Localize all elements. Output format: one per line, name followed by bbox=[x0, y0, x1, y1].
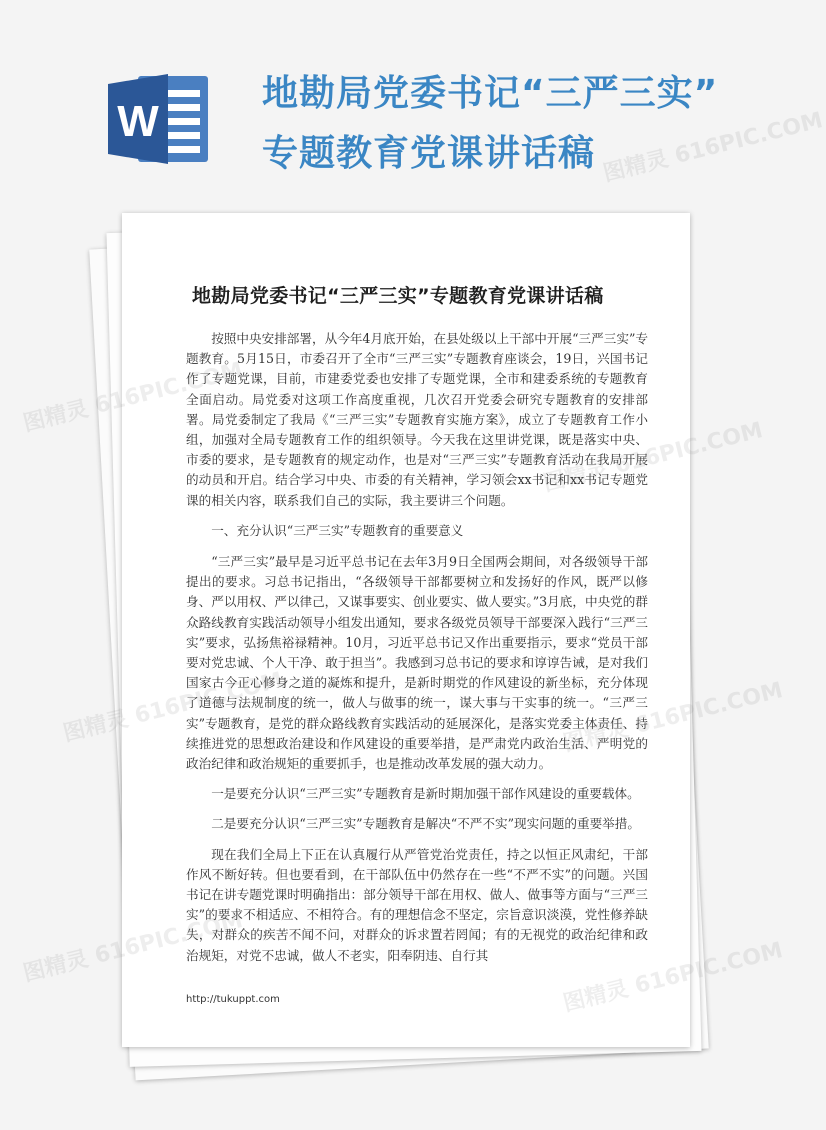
watermark: 616PIC.COM bbox=[632, 678, 786, 739]
footer-url[interactable]: http://tukuppt.com bbox=[186, 994, 280, 1005]
paragraph: 二是要充分认识“三严三实”专题教育是解决“不严不实”现实问题的重要举措。 bbox=[211, 816, 640, 832]
paragraph: 按照中央安排部署，从今年4月底开始，在县处级以上干部中开展“三严三实”专题教育。5月15日，市委召开了全市“三严三实”专题教育座谈会，19日，兴国书记作了专题党课，目前，市建委党委也安排了专题党课，全市和建委系统的专题教育全面启动。局党委对这项工作高度重视，几次召开党委会研究专题教育的安排部署。局党委制定了我局《“三严三实”专题教育实施方案》，成立了专题教育工作小组，加强对全局专题教育工作的组织领导。今天我在这里讲党课，既是落实中央、市委的要求，是专题教育的规定动作，也是对“三严三实”专题教育活动在我局开展的动员和开启。结合学习中央、市委的有关精神，学习领会xx书记和xx书记专题党课的相关内容，联系我们自己的实际，我主要讲三个问题。 bbox=[186, 331, 648, 508]
document-page bbox=[122, 213, 690, 1047]
page-title-line1: 地勘局党委书记“三严三实” bbox=[262, 73, 719, 114]
page-title-line2: 专题教育党课讲话稿 bbox=[262, 133, 596, 174]
watermark: 616PIC.COM bbox=[632, 938, 786, 999]
paragraph: “三严三实”最早是习近平总书记在去年3月9日全国两会期间，对各级领导干部提出的要求。习总书记指出，“各级领导干部都要树立和发扬好的作风，既严以修身、严以用权、严以律己，又谋事要实、创业要实、做人要实。”3月底，中央党的群众路线教育实践活动领导小组发出通知，要求各级党员领导干部要深入践行“三严三实”要求，弘扬焦裕禄精神。10月，习近平总书记又作出重要指示，要求“党员干部要对党忠诚、个人干净、敢于担当”。我感到习总书记的要求和谆谆告诫，是对我们国家古今正心修身之道的凝炼和提升，是新时期党的作风建设的新坐标，充分体现了道德与法规制度的统一，做人与做事的统一，谋大事与干实事的统一。“三严三实”专题教育，是党的群众路线教育实践活动的延展深化，是落实党委主体责任、持续推进党的思想政治建设和作风建设的重要举措，是严肃党内政治生活、严明党的政治纪律和政治规矩的重要抓手，也是推动改革发展的强大动力。 bbox=[186, 554, 648, 772]
document-body bbox=[186, 329, 648, 976]
watermark: 图精灵 bbox=[20, 946, 91, 987]
page-title bbox=[262, 64, 782, 184]
word-logo-letter: W bbox=[117, 97, 159, 146]
section-heading: 一、充分认识“三严三实”专题教育的重要意义 bbox=[211, 522, 464, 538]
watermark: 图精灵 bbox=[20, 396, 91, 437]
document-title: 地勘局党委书记“三严三实”专题教育党课讲话稿 bbox=[192, 285, 604, 307]
paragraph: 一是要充分认识“三严三实”专题教育是新时期加强干部作风建设的重要载体。 bbox=[211, 786, 640, 802]
word-document-icon bbox=[108, 70, 212, 168]
watermark: 图精灵 616PIC.COM bbox=[600, 108, 826, 187]
watermark: 图精灵 bbox=[60, 706, 131, 747]
paragraph: 现在我们全局上下正在认真履行从严管党治党责任，持之以恒正风肃纪，干部作风不断好转。但也要看到，在干部队伍中仍然存在一些“不严不实”的问题。兴国书记在讲专题党课时明确指出：部分领导干部在用权、做人、做事等方面与“三严三实”的要求不相适应、不相符合。有的理想信念不坚定，宗旨意识淡漠，党性修养缺失，对群众的疾苦不闻不问，对群众的诉求置若罔闻；有的无视党的政治纪律和政治规矩，对党不忠诚，做人不老实，阳奉阴违、自行其 bbox=[186, 846, 648, 963]
